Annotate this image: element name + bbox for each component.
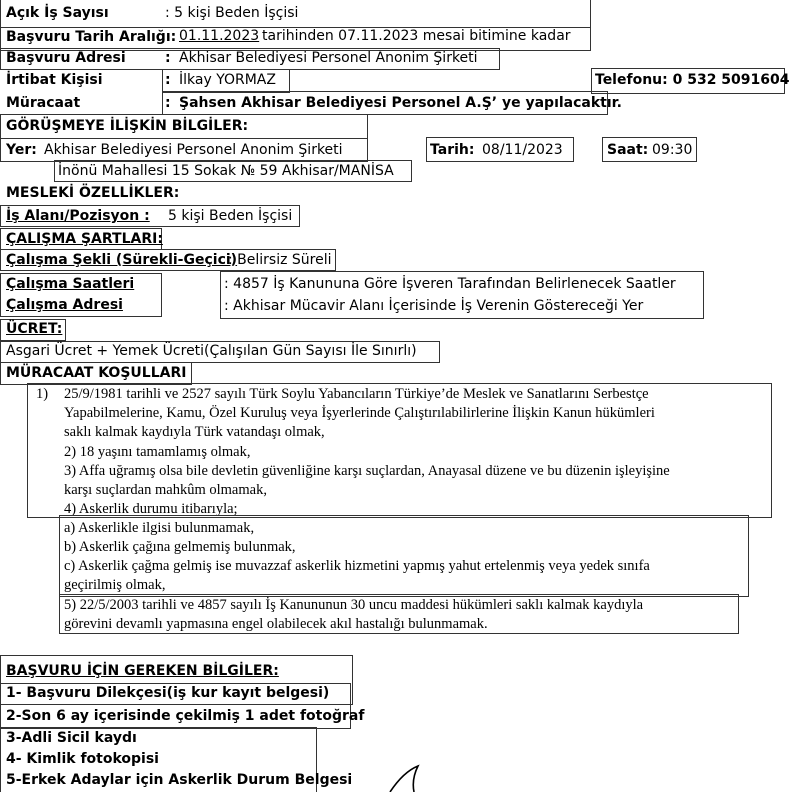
item1-line-3: saklı kalmak kaydıyla Türk vatandaşı olmak, [64,424,325,440]
professional-section-title: MESLEKİ ÖZELLİKLER: [6,185,180,201]
document-item-1: 1- Başvuru Dilekçesi(iş kur kayıt belgesi) [6,685,330,701]
contact-colon: : [165,72,171,88]
date-range-suffix: tarihinden 07.11.2023 mesai bitimine kadar [262,28,571,44]
place-value: Akhisar Belediyesi Personel Anonim Şirketi [44,142,343,158]
item4c-line-2: geçirilmiş olmak, [64,577,166,593]
interview-date-value: 08/11/2023 [482,142,563,158]
place-label: Yer: [6,142,37,158]
work-address-value: : Akhisar Mücavir Alanı İçerisinde İş Verenin Göstereceği Yer [224,298,644,314]
date-start: 01.11.2023 [179,28,260,44]
work-type-value: : Belirsiz Süreli [228,252,332,268]
requirements-section-title: MÜRACAAT KOŞULLARI [6,365,187,381]
document-item-5: 5-Erkek Adaylar için Askerlik Durum Belgesi [6,772,353,788]
address-colon: : [165,50,171,66]
work-address-label: Çalışma Adresi [6,297,123,313]
place-address: İnönü Mahallesi 15 Sokak № 59 Akhisar/MANİSA [58,163,394,179]
interview-time-value: 09:30 [652,142,693,158]
date-range-label: Başvuru Tarih Aralığı: [6,29,177,45]
item2: 2) 18 yaşını tamamlamış olmak, [64,444,251,460]
interview-date-label: Tarih: [430,142,475,158]
position-value: 5 kişi Beden İşçisi [168,208,293,224]
interview-section-title: GÖRÜŞMEYE İLİŞKİN BİLGİLER: [6,118,249,134]
address-label: Başvuru Adresi [6,50,126,66]
position-label: İş Alanı/Pozisyon : [6,208,150,224]
item1-line-2: Yapabilmelerine, Kamu, Özel Kuruluş veya İşyerlerinde Çalıştırılabilirlerine İlişkin Kanun hükümleri [64,405,655,421]
item1-line-1: 25/9/1981 tarihli ve 2527 sayılı Türk Soylu Yabancıların Türkiye’de Meslek ve Sanatlarını Serbestçe [64,386,649,402]
document-item-4: 4- Kimlik fotokopisi [6,751,159,767]
item4c-line-1: c) Askerlik çağma gelmiş ise muvazzaf askerlik hizmetini yapmış yahut ertelenmiş veya yedek sınıfa [64,558,650,574]
item3-line-1: 3) Affa uğramış olsa bile devletin güvenliğine karşı suçlardan, Anayasal düzene ve bu düzenin işleyişine [64,463,670,479]
work-section-title: ÇALIŞMA ŞARTLARI: [6,231,163,247]
application-colon: : [165,95,171,111]
wage-value: Asgari Ücret + Yemek Ücreti(Çalışılan Gün Sayısı İle Sınırlı) [6,343,417,359]
open-positions-label: Açık İş Sayısı [6,5,109,21]
document-item-3: 3-Adli Sicil kaydı [6,730,137,746]
item4b: b) Askerlik çağına gelmemiş bulunmak, [64,539,296,555]
item5-line-1: 5) 22/5/2003 tarihli ve 4857 sayılı İş Kanununun 30 uncu maddesi hükümleri saklı kalmak kaydıyla [64,597,644,613]
documents-section-title: BAŞVURU İÇİN GEREKEN BİLGİLER: [6,663,279,679]
application-label: Müracaat [6,95,81,111]
open-positions-value: : 5 kişi Beden İşçisi [165,5,299,21]
address-value: Akhisar Belediyesi Personel Anonim Şirketi [179,50,478,66]
interview-time-label: Saat: [607,142,649,158]
work-hours-label: Çalışma Saatleri [6,276,135,292]
work-hours-value: : 4857 İş Kanununa Göre İşveren Tarafından Belirlenecek Saatler [224,276,676,292]
work-type-label: Çalışma Şekli (Sürekli-Geçici) [6,252,238,268]
contact-value: İlkay YORMAZ [179,72,276,88]
wage-section-title: ÜCRET: [6,321,63,337]
document-item-2: 2-Son 6 ay içerisinde çekilmiş 1 adet fotoğraf [6,708,365,724]
contact-label: İrtibat Kişisi [6,72,103,88]
item4: 4) Askerlik durumu itibarıyla; [64,501,238,517]
item1-number: 1) [36,386,49,402]
item5-line-2: görevini devamlı yapmasına engel olabilecek akıl hastalığı bulunmamak. [64,616,488,632]
item3-line-2: karşı suçlardan mahkûm olmamak, [64,482,267,498]
signature-mark [388,762,428,792]
phone-label: Telefonu: 0 532 5091604 [595,72,789,88]
item4a: a) Askerlikle ilgisi bulunmamak, [64,520,255,536]
application-value: Şahsen Akhisar Belediyesi Personel A.Ş’ ye yapılacaktır. [179,95,622,111]
